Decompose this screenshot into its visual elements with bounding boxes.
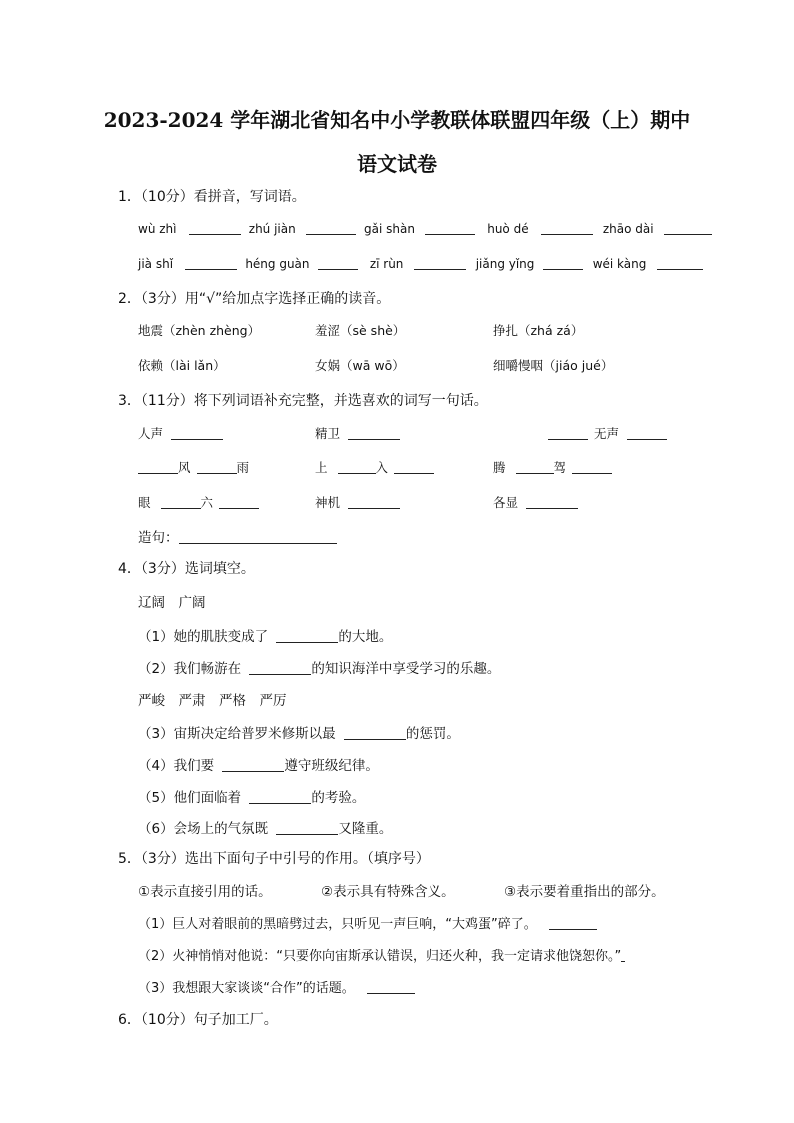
sentence-text: （2）火神悄悄对他说：“只要你向宙斯承认错误，归还火种，我一定请求他饶恕你。” bbox=[138, 949, 622, 964]
answer-blank[interactable] bbox=[394, 459, 434, 474]
sentence-text: 的大地。 bbox=[338, 629, 393, 645]
fill-sentence bbox=[138, 817, 392, 837]
sentence-text: （3）我想跟大家谈谈“合作”的话题。 bbox=[138, 981, 355, 996]
idiom-part: 精卫 bbox=[315, 426, 341, 441]
word-choices: 辽阔 广阔 bbox=[138, 595, 206, 611]
sentence-text: （6）会场上的气氛既 bbox=[138, 821, 269, 837]
answer-blank[interactable] bbox=[344, 725, 406, 740]
idiom-part: 眼 bbox=[138, 495, 151, 510]
idiom-fill bbox=[315, 493, 400, 511]
answer-blank[interactable] bbox=[197, 459, 237, 474]
answer-blank[interactable] bbox=[664, 220, 712, 235]
idiom-fill bbox=[548, 424, 667, 442]
q1-pinyin: zhú jiàn bbox=[248, 222, 296, 236]
word-choices: 严峻 严肃 严格 严厉 bbox=[138, 693, 287, 709]
answer-blank[interactable] bbox=[276, 820, 338, 835]
question-2-stem: 2．（3分）用“√”给加点字选择正确的读音。 bbox=[118, 291, 391, 307]
sentence-text: （4）我们要 bbox=[138, 758, 215, 774]
q2-item[interactable]: 女娲（wā wō） bbox=[315, 358, 405, 373]
question-3-stem: 3．（11分）将下列词语补充完整，并选喜欢的词写一句话。 bbox=[118, 393, 488, 409]
idiom-part: 风 bbox=[178, 460, 191, 475]
answer-blank[interactable] bbox=[276, 628, 338, 643]
idiom-part: 各显 bbox=[493, 495, 519, 510]
idiom-fill bbox=[315, 424, 400, 442]
answer-blank[interactable] bbox=[348, 425, 400, 440]
answer-blank[interactable] bbox=[572, 459, 612, 474]
answer-blank[interactable] bbox=[549, 915, 597, 930]
q5-option-3: ③表示要着重指出的部分。 bbox=[504, 884, 665, 900]
sentence-text: 的考验。 bbox=[311, 790, 366, 806]
q1-pinyin: gǎi shàn bbox=[364, 222, 415, 236]
q5-sentence bbox=[138, 945, 625, 964]
answer-blank[interactable] bbox=[414, 255, 466, 270]
answer-blank[interactable] bbox=[338, 459, 376, 474]
sentence-text: 遵守班级纪律。 bbox=[284, 758, 379, 774]
q5-sentence bbox=[138, 913, 597, 932]
fill-sentence bbox=[138, 657, 500, 677]
answer-blank[interactable] bbox=[318, 255, 358, 270]
answer-blank[interactable] bbox=[627, 425, 667, 440]
idiom-part: 无声 bbox=[593, 426, 619, 441]
answer-blank[interactable] bbox=[161, 494, 201, 509]
answer-blank[interactable] bbox=[189, 220, 241, 235]
title-line-1: 2023-2024 学年湖北省知名中小学教联体联盟四年级（上）期中 bbox=[103, 108, 691, 132]
idiom-part: 神机 bbox=[315, 495, 341, 510]
idiom-fill bbox=[315, 458, 434, 476]
q2-item[interactable]: 羞涩（sè shè） bbox=[315, 323, 406, 338]
q1-pinyin: jià shǐ bbox=[138, 257, 174, 271]
answer-blank[interactable] bbox=[526, 494, 578, 509]
idiom-part: 人声 bbox=[138, 426, 164, 441]
idiom-part: 六 bbox=[200, 495, 214, 510]
sentence-text: （2）我们畅游在 bbox=[138, 661, 242, 677]
fill-sentence bbox=[138, 625, 392, 645]
q1-row-2 bbox=[138, 255, 703, 272]
sentence-text: （1）巨人对着眼前的黑暗劈过去，只听见一声巨响，“大鸡蛋”碎了。 bbox=[138, 917, 537, 932]
q2-item[interactable]: 挣扎（zhá zá） bbox=[493, 323, 584, 338]
idiom-part: 腾 bbox=[493, 460, 506, 475]
sentence-text: （3）宙斯决定给普罗米修斯以最 bbox=[138, 726, 336, 742]
question-4-stem: 4．（3分）选词填空。 bbox=[118, 561, 255, 577]
sentence-text: 又隆重。 bbox=[338, 821, 393, 837]
answer-blank[interactable] bbox=[179, 529, 337, 544]
fill-sentence bbox=[138, 754, 379, 774]
title-line-2: 语文试卷 bbox=[357, 152, 437, 176]
answer-blank[interactable] bbox=[621, 947, 625, 962]
answer-blank[interactable] bbox=[348, 494, 400, 509]
sentence-label: 造句： bbox=[138, 530, 179, 546]
q1-pinyin: héng guàn bbox=[245, 257, 310, 271]
answer-blank[interactable] bbox=[171, 425, 223, 440]
answer-blank[interactable] bbox=[541, 220, 593, 235]
idiom-fill bbox=[493, 458, 612, 476]
answer-blank[interactable] bbox=[249, 660, 311, 675]
idiom-fill bbox=[493, 493, 578, 511]
question-1-stem: 1．（10分）看拼音，写词语。 bbox=[118, 189, 306, 205]
sentence-line bbox=[138, 526, 337, 546]
idiom-part: 驾 bbox=[553, 460, 567, 475]
answer-blank[interactable] bbox=[516, 459, 554, 474]
fill-sentence bbox=[138, 722, 460, 742]
idiom-fill bbox=[138, 458, 249, 476]
q5-option-2: ②表示具有特殊含义。 bbox=[321, 884, 455, 900]
q1-row-1 bbox=[138, 220, 712, 237]
q2-item[interactable]: 地震（zhèn zhèng） bbox=[138, 323, 261, 338]
question-5-stem: 5．（3分）选出下面句子中引号的作用。（填序号） bbox=[118, 851, 430, 867]
answer-blank[interactable] bbox=[543, 255, 583, 270]
idiom-part: 上 bbox=[315, 460, 328, 475]
answer-blank[interactable] bbox=[222, 757, 284, 772]
q2-item[interactable]: 依赖（lài lǎn） bbox=[138, 358, 226, 373]
answer-blank[interactable] bbox=[548, 425, 588, 440]
answer-blank[interactable] bbox=[306, 220, 356, 235]
answer-blank[interactable] bbox=[219, 494, 259, 509]
q1-pinyin: wéi kàng bbox=[592, 257, 647, 271]
sentence-text: （5）他们面临着 bbox=[138, 790, 242, 806]
fill-sentence bbox=[138, 786, 365, 806]
answer-blank[interactable] bbox=[367, 979, 415, 994]
answer-blank[interactable] bbox=[138, 459, 178, 474]
idiom-fill bbox=[138, 493, 259, 511]
q1-pinyin: wù zhì bbox=[138, 222, 177, 236]
answer-blank[interactable] bbox=[425, 220, 475, 235]
q1-pinyin: zhāo dài bbox=[602, 222, 654, 236]
q1-pinyin: jiǎng yǐng bbox=[475, 257, 535, 271]
q5-sentence bbox=[138, 977, 415, 996]
q1-pinyin: zī rùn bbox=[369, 257, 404, 271]
q5-option-1: ①表示直接引用的话。 bbox=[138, 884, 272, 900]
sentence-text: （1）她的肌肤变成了 bbox=[138, 629, 269, 645]
idiom-part: 雨 bbox=[236, 460, 250, 475]
idiom-fill bbox=[138, 424, 223, 442]
answer-blank[interactable] bbox=[185, 255, 237, 270]
question-6-stem: 6．（10分）句子加工厂。 bbox=[118, 1012, 278, 1028]
idiom-part: 入 bbox=[375, 460, 389, 475]
answer-blank[interactable] bbox=[249, 789, 311, 804]
sentence-text: 的惩罚。 bbox=[405, 726, 460, 742]
q2-item[interactable]: 细嚼慢咽（jiáo jué） bbox=[493, 358, 614, 373]
answer-blank[interactable] bbox=[657, 255, 703, 270]
sentence-text: 的知识海洋中享受学习的乐趣。 bbox=[311, 661, 501, 677]
q1-pinyin: huò dé bbox=[487, 222, 529, 236]
